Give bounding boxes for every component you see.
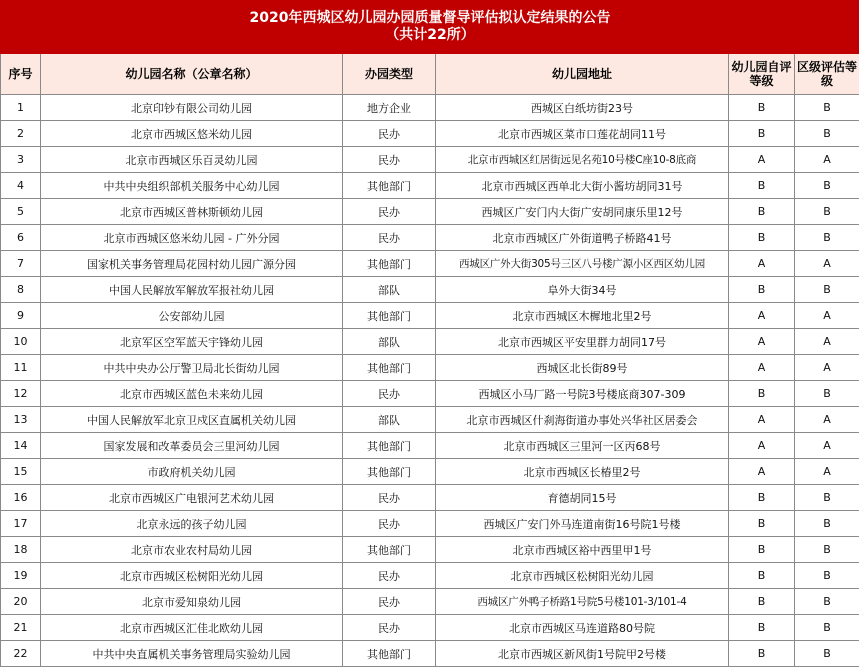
kindergarten-name-cell: 北京市农业农村局幼儿园 bbox=[41, 537, 343, 563]
self-evaluation-cell: B bbox=[729, 381, 795, 407]
table-row bbox=[1, 147, 859, 173]
self-evaluation-cell: B bbox=[729, 199, 795, 225]
kindergarten-type-cell: 部队 bbox=[343, 277, 436, 303]
kindergarten-address-cell: 北京市西城区红居街远见名苑10号楼C座10-8底商 bbox=[436, 147, 729, 173]
self-evaluation-cell: A bbox=[729, 147, 795, 173]
kindergarten-address-cell: 北京市西城区长椿里2号 bbox=[436, 459, 729, 485]
kindergarten-address-cell: 西城区广安门外马连道南街16号院1号楼 bbox=[436, 511, 729, 537]
kindergarten-type-cell: 部队 bbox=[343, 329, 436, 355]
self-evaluation-cell: B bbox=[729, 537, 795, 563]
table-body bbox=[1, 95, 859, 667]
self-evaluation-cell: A bbox=[729, 251, 795, 277]
district-evaluation-cell: B bbox=[795, 225, 859, 251]
self-evaluation-cell: B bbox=[729, 121, 795, 147]
kindergarten-type-cell: 民办 bbox=[343, 589, 436, 615]
kindergarten-type-cell: 民办 bbox=[343, 563, 436, 589]
row-number-cell: 7 bbox=[1, 251, 41, 277]
kindergarten-type-cell: 其他部门 bbox=[343, 433, 436, 459]
table-row bbox=[1, 615, 859, 641]
kindergarten-address-cell: 西城区广外鸭子桥路1号院5号楼101-3/101-4 bbox=[436, 589, 729, 615]
district-evaluation-cell: B bbox=[795, 381, 859, 407]
district-evaluation-cell: B bbox=[795, 537, 859, 563]
self-evaluation-cell: A bbox=[729, 459, 795, 485]
kindergarten-name-cell: 公安部幼儿园 bbox=[41, 303, 343, 329]
kindergarten-name-cell: 北京市西城区普林斯顿幼儿园 bbox=[41, 199, 343, 225]
self-evaluation-cell: B bbox=[729, 225, 795, 251]
title-line-1: 2020年西城区幼儿园办园质量督导评估拟认定结果的公告 bbox=[249, 10, 611, 26]
self-evaluation-cell: B bbox=[729, 563, 795, 589]
table-row bbox=[1, 303, 859, 329]
district-evaluation-cell: B bbox=[795, 199, 859, 225]
header-kindergarten-address: 幼儿园地址 bbox=[436, 54, 729, 95]
table-row bbox=[1, 329, 859, 355]
header-district-evaluation: 区级评估等级 bbox=[795, 54, 859, 95]
district-evaluation-cell: B bbox=[795, 563, 859, 589]
kindergarten-name-cell: 中共中央办公厅警卫局北长街幼儿园 bbox=[41, 355, 343, 381]
table-row bbox=[1, 381, 859, 407]
kindergarten-address-cell: 北京市西城区三里河一区丙68号 bbox=[436, 433, 729, 459]
district-evaluation-cell: B bbox=[795, 173, 859, 199]
district-evaluation-cell: A bbox=[795, 355, 859, 381]
district-evaluation-cell: A bbox=[795, 407, 859, 433]
kindergarten-type-cell: 民办 bbox=[343, 615, 436, 641]
kindergarten-address-cell: 北京市西城区西单北大街小酱坊胡同31号 bbox=[436, 173, 729, 199]
kindergarten-name-cell: 北京市爱知泉幼儿园 bbox=[41, 589, 343, 615]
table-row bbox=[1, 589, 859, 615]
district-evaluation-cell: A bbox=[795, 251, 859, 277]
header-number: 序号 bbox=[1, 54, 41, 95]
row-number-cell: 14 bbox=[1, 433, 41, 459]
kindergarten-name-cell: 北京市西城区乐百灵幼儿园 bbox=[41, 147, 343, 173]
kindergarten-address-cell: 阜外大街34号 bbox=[436, 277, 729, 303]
row-number-cell: 1 bbox=[1, 95, 41, 121]
row-number-cell: 21 bbox=[1, 615, 41, 641]
announcement-title bbox=[1, 1, 859, 54]
kindergarten-name-cell: 北京市西城区广电银河艺术幼儿园 bbox=[41, 485, 343, 511]
row-number-cell: 8 bbox=[1, 277, 41, 303]
table-header-row bbox=[1, 54, 859, 95]
kindergarten-type-cell: 其他部门 bbox=[343, 251, 436, 277]
self-evaluation-cell: A bbox=[729, 303, 795, 329]
row-number-cell: 10 bbox=[1, 329, 41, 355]
district-evaluation-cell: B bbox=[795, 641, 859, 667]
table-row bbox=[1, 641, 859, 667]
kindergarten-name-cell: 北京市西城区悠米幼儿园 - 广外分园 bbox=[41, 225, 343, 251]
district-evaluation-cell: A bbox=[795, 303, 859, 329]
row-number-cell: 19 bbox=[1, 563, 41, 589]
kindergarten-address-cell: 北京市西城区广外街道鸭子桥路41号 bbox=[436, 225, 729, 251]
table-row bbox=[1, 459, 859, 485]
kindergarten-name-cell: 北京印钞有限公司幼儿园 bbox=[41, 95, 343, 121]
table-row bbox=[1, 355, 859, 381]
self-evaluation-cell: B bbox=[729, 173, 795, 199]
table-row bbox=[1, 251, 859, 277]
row-number-cell: 5 bbox=[1, 199, 41, 225]
kindergarten-name-cell: 中国人民解放军解放军报社幼儿园 bbox=[41, 277, 343, 303]
self-evaluation-cell: B bbox=[729, 641, 795, 667]
kindergarten-name-cell: 中共中央直属机关事务管理局实验幼儿园 bbox=[41, 641, 343, 667]
table-row bbox=[1, 511, 859, 537]
row-number-cell: 11 bbox=[1, 355, 41, 381]
district-evaluation-cell: B bbox=[795, 511, 859, 537]
kindergarten-type-cell: 民办 bbox=[343, 485, 436, 511]
self-evaluation-cell: B bbox=[729, 511, 795, 537]
row-number-cell: 13 bbox=[1, 407, 41, 433]
kindergarten-name-cell: 国家发展和改革委员会三里河幼儿园 bbox=[41, 433, 343, 459]
kindergarten-name-cell: 市政府机关幼儿园 bbox=[41, 459, 343, 485]
table-row bbox=[1, 225, 859, 251]
table-row bbox=[1, 407, 859, 433]
self-evaluation-cell: B bbox=[729, 615, 795, 641]
kindergarten-address-cell: 西城区北长街89号 bbox=[436, 355, 729, 381]
row-number-cell: 16 bbox=[1, 485, 41, 511]
kindergarten-type-cell: 地方企业 bbox=[343, 95, 436, 121]
kindergarten-name-cell: 北京市西城区汇佳北欧幼儿园 bbox=[41, 615, 343, 641]
table-row bbox=[1, 485, 859, 511]
row-number-cell: 20 bbox=[1, 589, 41, 615]
header-kindergarten-name: 幼儿园名称（公章名称） bbox=[41, 54, 343, 95]
kindergarten-address-cell: 西城区小马厂路一号院3号楼底商307-309 bbox=[436, 381, 729, 407]
header-kindergarten-type: 办园类型 bbox=[343, 54, 436, 95]
kindergarten-address-cell: 北京市西城区菜市口莲花胡同11号 bbox=[436, 121, 729, 147]
district-evaluation-cell: B bbox=[795, 615, 859, 641]
kindergarten-address-cell: 北京市西城区马连道路80号院 bbox=[436, 615, 729, 641]
table-row bbox=[1, 199, 859, 225]
kindergarten-type-cell: 民办 bbox=[343, 121, 436, 147]
kindergarten-type-cell: 其他部门 bbox=[343, 303, 436, 329]
kindergarten-address-cell: 北京市西城区松树阳光幼儿园 bbox=[436, 563, 729, 589]
kindergarten-name-cell: 中共中央组织部机关服务中心幼儿园 bbox=[41, 173, 343, 199]
row-number-cell: 18 bbox=[1, 537, 41, 563]
district-evaluation-cell: B bbox=[795, 121, 859, 147]
kindergarten-address-cell: 北京市西城区什刹海街道办事处兴华社区居委会 bbox=[436, 407, 729, 433]
row-number-cell: 9 bbox=[1, 303, 41, 329]
row-number-cell: 2 bbox=[1, 121, 41, 147]
self-evaluation-cell: A bbox=[729, 433, 795, 459]
kindergarten-type-cell: 部队 bbox=[343, 407, 436, 433]
kindergarten-address-cell: 北京市西城区裕中西里甲1号 bbox=[436, 537, 729, 563]
table-row bbox=[1, 563, 859, 589]
self-evaluation-cell: B bbox=[729, 485, 795, 511]
kindergarten-address-cell: 西城区广安门内大街广安胡同康乐里12号 bbox=[436, 199, 729, 225]
kindergarten-name-cell: 北京市西城区松树阳光幼儿园 bbox=[41, 563, 343, 589]
kindergarten-type-cell: 民办 bbox=[343, 225, 436, 251]
self-evaluation-cell: B bbox=[729, 95, 795, 121]
table-row bbox=[1, 537, 859, 563]
header-self-evaluation: 幼儿园自评等级 bbox=[729, 54, 795, 95]
kindergarten-name-cell: 北京市西城区蓝色未来幼儿园 bbox=[41, 381, 343, 407]
district-evaluation-cell: A bbox=[795, 459, 859, 485]
title-line-2: （共计22所） bbox=[385, 27, 475, 43]
kindergarten-address-cell: 育德胡同15号 bbox=[436, 485, 729, 511]
kindergarten-type-cell: 其他部门 bbox=[343, 355, 436, 381]
district-evaluation-cell: B bbox=[795, 485, 859, 511]
row-number-cell: 6 bbox=[1, 225, 41, 251]
kindergarten-name-cell: 北京市西城区悠米幼儿园 bbox=[41, 121, 343, 147]
district-evaluation-cell: B bbox=[795, 95, 859, 121]
kindergarten-name-cell: 国家机关事务管理局花园村幼儿园广源分园 bbox=[41, 251, 343, 277]
kindergarten-type-cell: 其他部门 bbox=[343, 537, 436, 563]
row-number-cell: 22 bbox=[1, 641, 41, 667]
table-row bbox=[1, 95, 859, 121]
district-evaluation-cell: B bbox=[795, 589, 859, 615]
kindergarten-address-cell: 北京市西城区木樨地北里2号 bbox=[436, 303, 729, 329]
kindergarten-type-cell: 其他部门 bbox=[343, 641, 436, 667]
district-evaluation-cell: A bbox=[795, 329, 859, 355]
kindergarten-address-cell: 北京市西城区平安里群力胡同17号 bbox=[436, 329, 729, 355]
self-evaluation-cell: A bbox=[729, 329, 795, 355]
kindergarten-type-cell: 其他部门 bbox=[343, 173, 436, 199]
row-number-cell: 12 bbox=[1, 381, 41, 407]
kindergarten-name-cell: 中国人民解放军北京卫戍区直属机关幼儿园 bbox=[41, 407, 343, 433]
self-evaluation-cell: A bbox=[729, 407, 795, 433]
self-evaluation-cell: B bbox=[729, 277, 795, 303]
row-number-cell: 4 bbox=[1, 173, 41, 199]
kindergarten-name-cell: 北京军区空军蓝天宇锋幼儿园 bbox=[41, 329, 343, 355]
table-row bbox=[1, 121, 859, 147]
kindergarten-type-cell: 民办 bbox=[343, 511, 436, 537]
row-number-cell: 17 bbox=[1, 511, 41, 537]
district-evaluation-cell: B bbox=[795, 277, 859, 303]
district-evaluation-cell: A bbox=[795, 433, 859, 459]
table-row bbox=[1, 277, 859, 303]
kindergarten-type-cell: 民办 bbox=[343, 147, 436, 173]
kindergarten-address-cell: 西城区广外大街305号三区八号楼广源小区西区幼儿园 bbox=[436, 251, 729, 277]
self-evaluation-cell: B bbox=[729, 589, 795, 615]
kindergarten-type-cell: 民办 bbox=[343, 199, 436, 225]
self-evaluation-cell: A bbox=[729, 355, 795, 381]
table-row bbox=[1, 433, 859, 459]
row-number-cell: 15 bbox=[1, 459, 41, 485]
kindergarten-address-cell: 西城区白纸坊街23号 bbox=[436, 95, 729, 121]
kindergarten-name-cell: 北京永远的孩子幼儿园 bbox=[41, 511, 343, 537]
kindergarten-type-cell: 其他部门 bbox=[343, 459, 436, 485]
row-number-cell: 3 bbox=[1, 147, 41, 173]
kindergarten-address-cell: 北京市西城区新风街1号院甲2号楼 bbox=[436, 641, 729, 667]
table-row bbox=[1, 173, 859, 199]
district-evaluation-cell: A bbox=[795, 147, 859, 173]
kindergarten-type-cell: 民办 bbox=[343, 381, 436, 407]
